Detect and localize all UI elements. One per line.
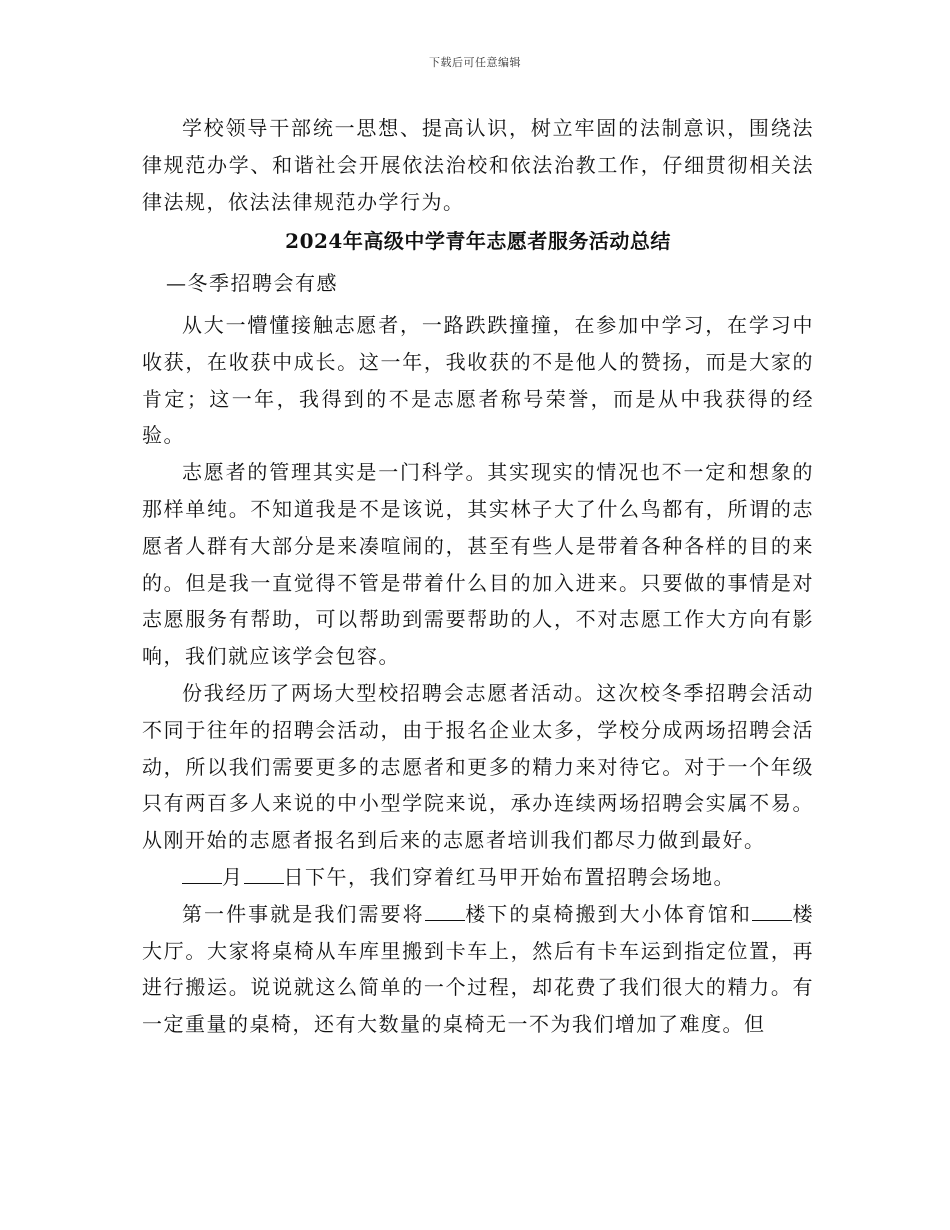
document-body xyxy=(142,110,814,1043)
paragraph-5-part-c: 楼大厅。大家将桌椅从车库里搬到卡车上，然后有卡车运到指定位置，再进行搬运。说说就这么简单的一个过程，却花费了我们很大的精力。有一定重量的桌椅，还有大数量的桌椅无一不为我们增加了难度。但 xyxy=(142,901,815,1037)
fill-blank xyxy=(182,865,222,884)
paragraph-5 xyxy=(142,896,814,1043)
document-title: 2024年高级中学青年志愿者服务活动总结 xyxy=(285,229,671,254)
fill-blank xyxy=(244,865,284,884)
paragraph-1: 从大一懵懂接触志愿者，一路跌跌撞撞，在参加中学习，在学习中收获，在收获中成长。这一年，我收获的不是他人的赞扬，而是大家的肯定；这一年，我得到的不是志愿者称号荣誉，而是从中我获得的经验。 xyxy=(142,312,814,448)
page-header: 下载后可任意编辑 xyxy=(429,56,521,69)
paragraph-5-part-b: 楼下的桌椅搬到大小体育馆和 xyxy=(464,901,752,926)
paragraph-2: 志愿者的管理其实是一门科学。其实现实的情况也不一定和想象的那样单纯。不知道我是不是该说，其实林子大了什么鸟都有，所谓的志愿者人群有大部分是来凑喧闹的，甚至有些人是带着各种各样的目的来的。但是我一直觉得不管是带着什么目的加入进来。只要做的事情是对志愿服务有帮助，可以帮助到需要帮助的人，不对志愿工作大方向有影响，我们就应该学会包容。 xyxy=(142,460,814,669)
paragraph-4-part-b: 日下午，我们穿着红马甲开始布置招聘会场地。 xyxy=(283,864,735,889)
fill-blank xyxy=(425,902,465,921)
paragraph-4 xyxy=(142,859,814,896)
paragraph-3: 份我经历了两场大型校招聘会志愿者活动。这次校冬季招聘会活动不同于往年的招聘会活动，由于报名企业太多，学校分成两场招聘会活动，所以我们需要更多的志愿者和更多的精力来对待它。对于一个年级只有两百多人来说的中小型学院来说，承办连续两场招聘会实属不易。从刚开始的志愿者报名到后来的志愿者培训我们都尽力做到最好。 xyxy=(142,680,814,853)
paragraph-4-part-a: 月 xyxy=(222,864,244,889)
paragraph-5-part-a: 第一件事就是我们需要将 xyxy=(182,901,425,926)
paragraph-intro: 学校领导干部统一思想、提高认识，树立牢固的法制意识，围绕法律规范办学、和谐社会开展依法治校和依法治教工作，仔细贯彻相关法律法规，依法法律规范办学行为。 xyxy=(142,116,814,214)
document-subtitle: —冬季招聘会有感 xyxy=(166,271,338,296)
fill-blank xyxy=(752,902,792,921)
